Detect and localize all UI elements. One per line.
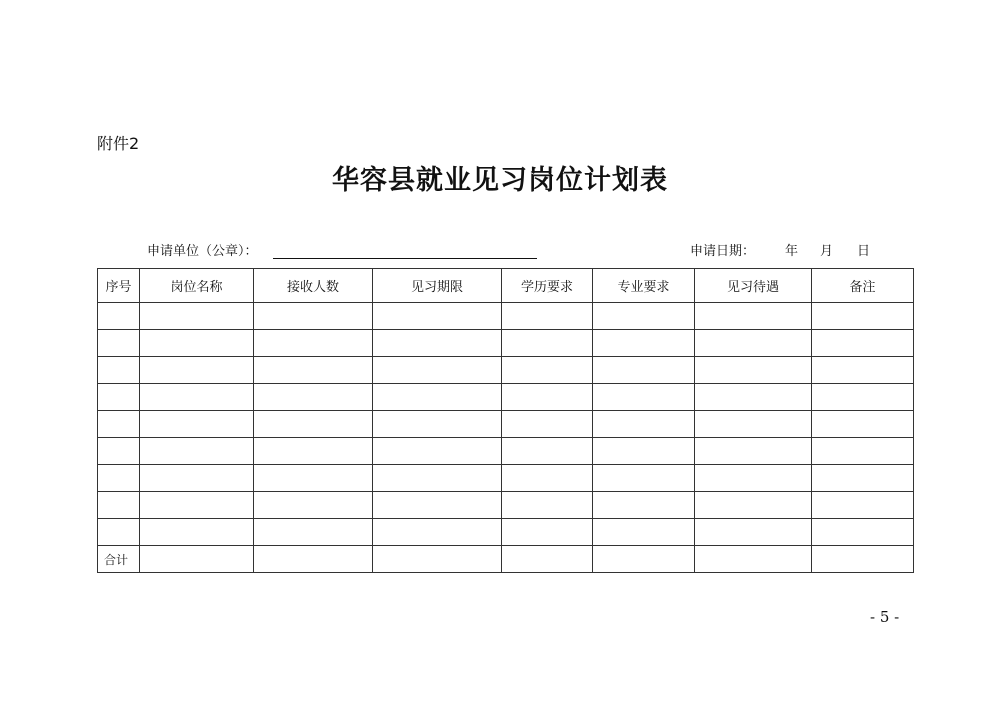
table-cell[interactable] (140, 492, 254, 519)
table-cell[interactable] (812, 492, 914, 519)
table-cell[interactable] (140, 519, 254, 546)
table-cell[interactable] (254, 411, 373, 438)
table-cell[interactable] (812, 546, 914, 573)
table-cell[interactable] (593, 519, 695, 546)
table-cell[interactable] (140, 465, 254, 492)
column-header-compensation: 见习待遇 (695, 269, 812, 303)
table-cell[interactable] (593, 330, 695, 357)
table-row (98, 519, 914, 546)
table-cell[interactable] (502, 357, 593, 384)
table-cell[interactable] (140, 411, 254, 438)
table-body (98, 303, 914, 573)
table-cell[interactable] (502, 330, 593, 357)
table-cell[interactable] (254, 303, 373, 330)
table-cell[interactable] (695, 303, 812, 330)
table-cell[interactable] (593, 303, 695, 330)
table-cell[interactable] (140, 330, 254, 357)
table-cell[interactable] (593, 384, 695, 411)
table-row (98, 411, 914, 438)
table-cell[interactable] (812, 357, 914, 384)
table-cell[interactable] (812, 519, 914, 546)
table-cell[interactable] (695, 411, 812, 438)
table-cell[interactable] (593, 438, 695, 465)
table-cell[interactable] (254, 438, 373, 465)
column-header-index: 序号 (98, 269, 140, 303)
table-cell[interactable] (373, 303, 502, 330)
table-cell[interactable] (254, 546, 373, 573)
table-row (98, 357, 914, 384)
table-cell[interactable] (98, 411, 140, 438)
table-cell[interactable] (373, 438, 502, 465)
table-cell[interactable] (502, 438, 593, 465)
table-cell[interactable] (98, 384, 140, 411)
table-cell[interactable] (502, 519, 593, 546)
table-cell[interactable] (593, 465, 695, 492)
column-header-headcount: 接收人数 (254, 269, 373, 303)
table-cell[interactable] (695, 546, 812, 573)
page-title: 华容县就业见习岗位计划表 (332, 165, 668, 196)
table-cell[interactable] (502, 465, 593, 492)
table-cell[interactable] (593, 546, 695, 573)
column-header-duration: 见习期限 (373, 269, 502, 303)
applicant-unit-label: 申请单位（公章）： (147, 244, 258, 259)
day-label: 日 (857, 244, 871, 259)
table-cell[interactable] (98, 492, 140, 519)
table-cell[interactable] (98, 465, 140, 492)
table-cell[interactable] (695, 438, 812, 465)
table-row (98, 303, 914, 330)
table-cell[interactable] (812, 330, 914, 357)
table-cell[interactable] (140, 384, 254, 411)
table-row (98, 330, 914, 357)
table-cell[interactable] (98, 330, 140, 357)
table-cell[interactable] (373, 465, 502, 492)
table-cell[interactable] (695, 519, 812, 546)
table-cell[interactable] (373, 330, 502, 357)
table-cell[interactable] (812, 384, 914, 411)
column-header-education: 学历要求 (502, 269, 593, 303)
month-label: 月 (820, 244, 834, 259)
table-cell[interactable] (502, 384, 593, 411)
applicant-unit-blank-line (273, 258, 537, 259)
table-cell[interactable] (502, 546, 593, 573)
table-cell[interactable] (695, 357, 812, 384)
table-cell[interactable] (373, 411, 502, 438)
table-cell[interactable] (812, 465, 914, 492)
total-label: 合计 (98, 546, 140, 573)
table-cell[interactable] (502, 492, 593, 519)
table-cell[interactable] (695, 330, 812, 357)
table-row (98, 384, 914, 411)
page-number: - 5 - (870, 608, 900, 626)
table-cell[interactable] (593, 492, 695, 519)
table-cell[interactable] (812, 303, 914, 330)
column-header-position-name: 岗位名称 (140, 269, 254, 303)
plan-table (97, 268, 914, 573)
table-cell[interactable] (254, 384, 373, 411)
table-cell[interactable] (373, 519, 502, 546)
table-cell[interactable] (373, 357, 502, 384)
table-cell[interactable] (502, 411, 593, 438)
table-cell[interactable] (695, 465, 812, 492)
table-row (98, 492, 914, 519)
application-date (690, 240, 870, 259)
table-cell[interactable] (140, 546, 254, 573)
date-label: 申请日期： (690, 244, 756, 259)
table-row (98, 465, 914, 492)
table-cell[interactable] (593, 357, 695, 384)
table-header-row (98, 269, 914, 303)
table-cell[interactable] (98, 303, 140, 330)
table-cell[interactable] (98, 438, 140, 465)
table-cell[interactable] (254, 330, 373, 357)
table-cell[interactable] (593, 411, 695, 438)
table-cell[interactable] (812, 438, 914, 465)
table-cell[interactable] (140, 438, 254, 465)
table-total-row (98, 546, 914, 573)
table-cell[interactable] (373, 492, 502, 519)
year-label: 年 (785, 244, 799, 259)
table-cell[interactable] (254, 492, 373, 519)
attachment-label: 附件2 (97, 134, 140, 153)
table-cell[interactable] (140, 303, 254, 330)
table-cell[interactable] (812, 411, 914, 438)
table-cell[interactable] (254, 465, 373, 492)
table-cell[interactable] (140, 357, 254, 384)
table-cell[interactable] (254, 357, 373, 384)
table-cell[interactable] (98, 357, 140, 384)
column-header-remarks: 备注 (812, 269, 914, 303)
table-row (98, 438, 914, 465)
table-cell[interactable] (98, 519, 140, 546)
table-cell[interactable] (373, 384, 502, 411)
table-cell[interactable] (695, 384, 812, 411)
column-header-major: 专业要求 (593, 269, 695, 303)
table-cell[interactable] (502, 303, 593, 330)
table-cell[interactable] (254, 519, 373, 546)
table-cell[interactable] (373, 546, 502, 573)
table-cell[interactable] (695, 492, 812, 519)
